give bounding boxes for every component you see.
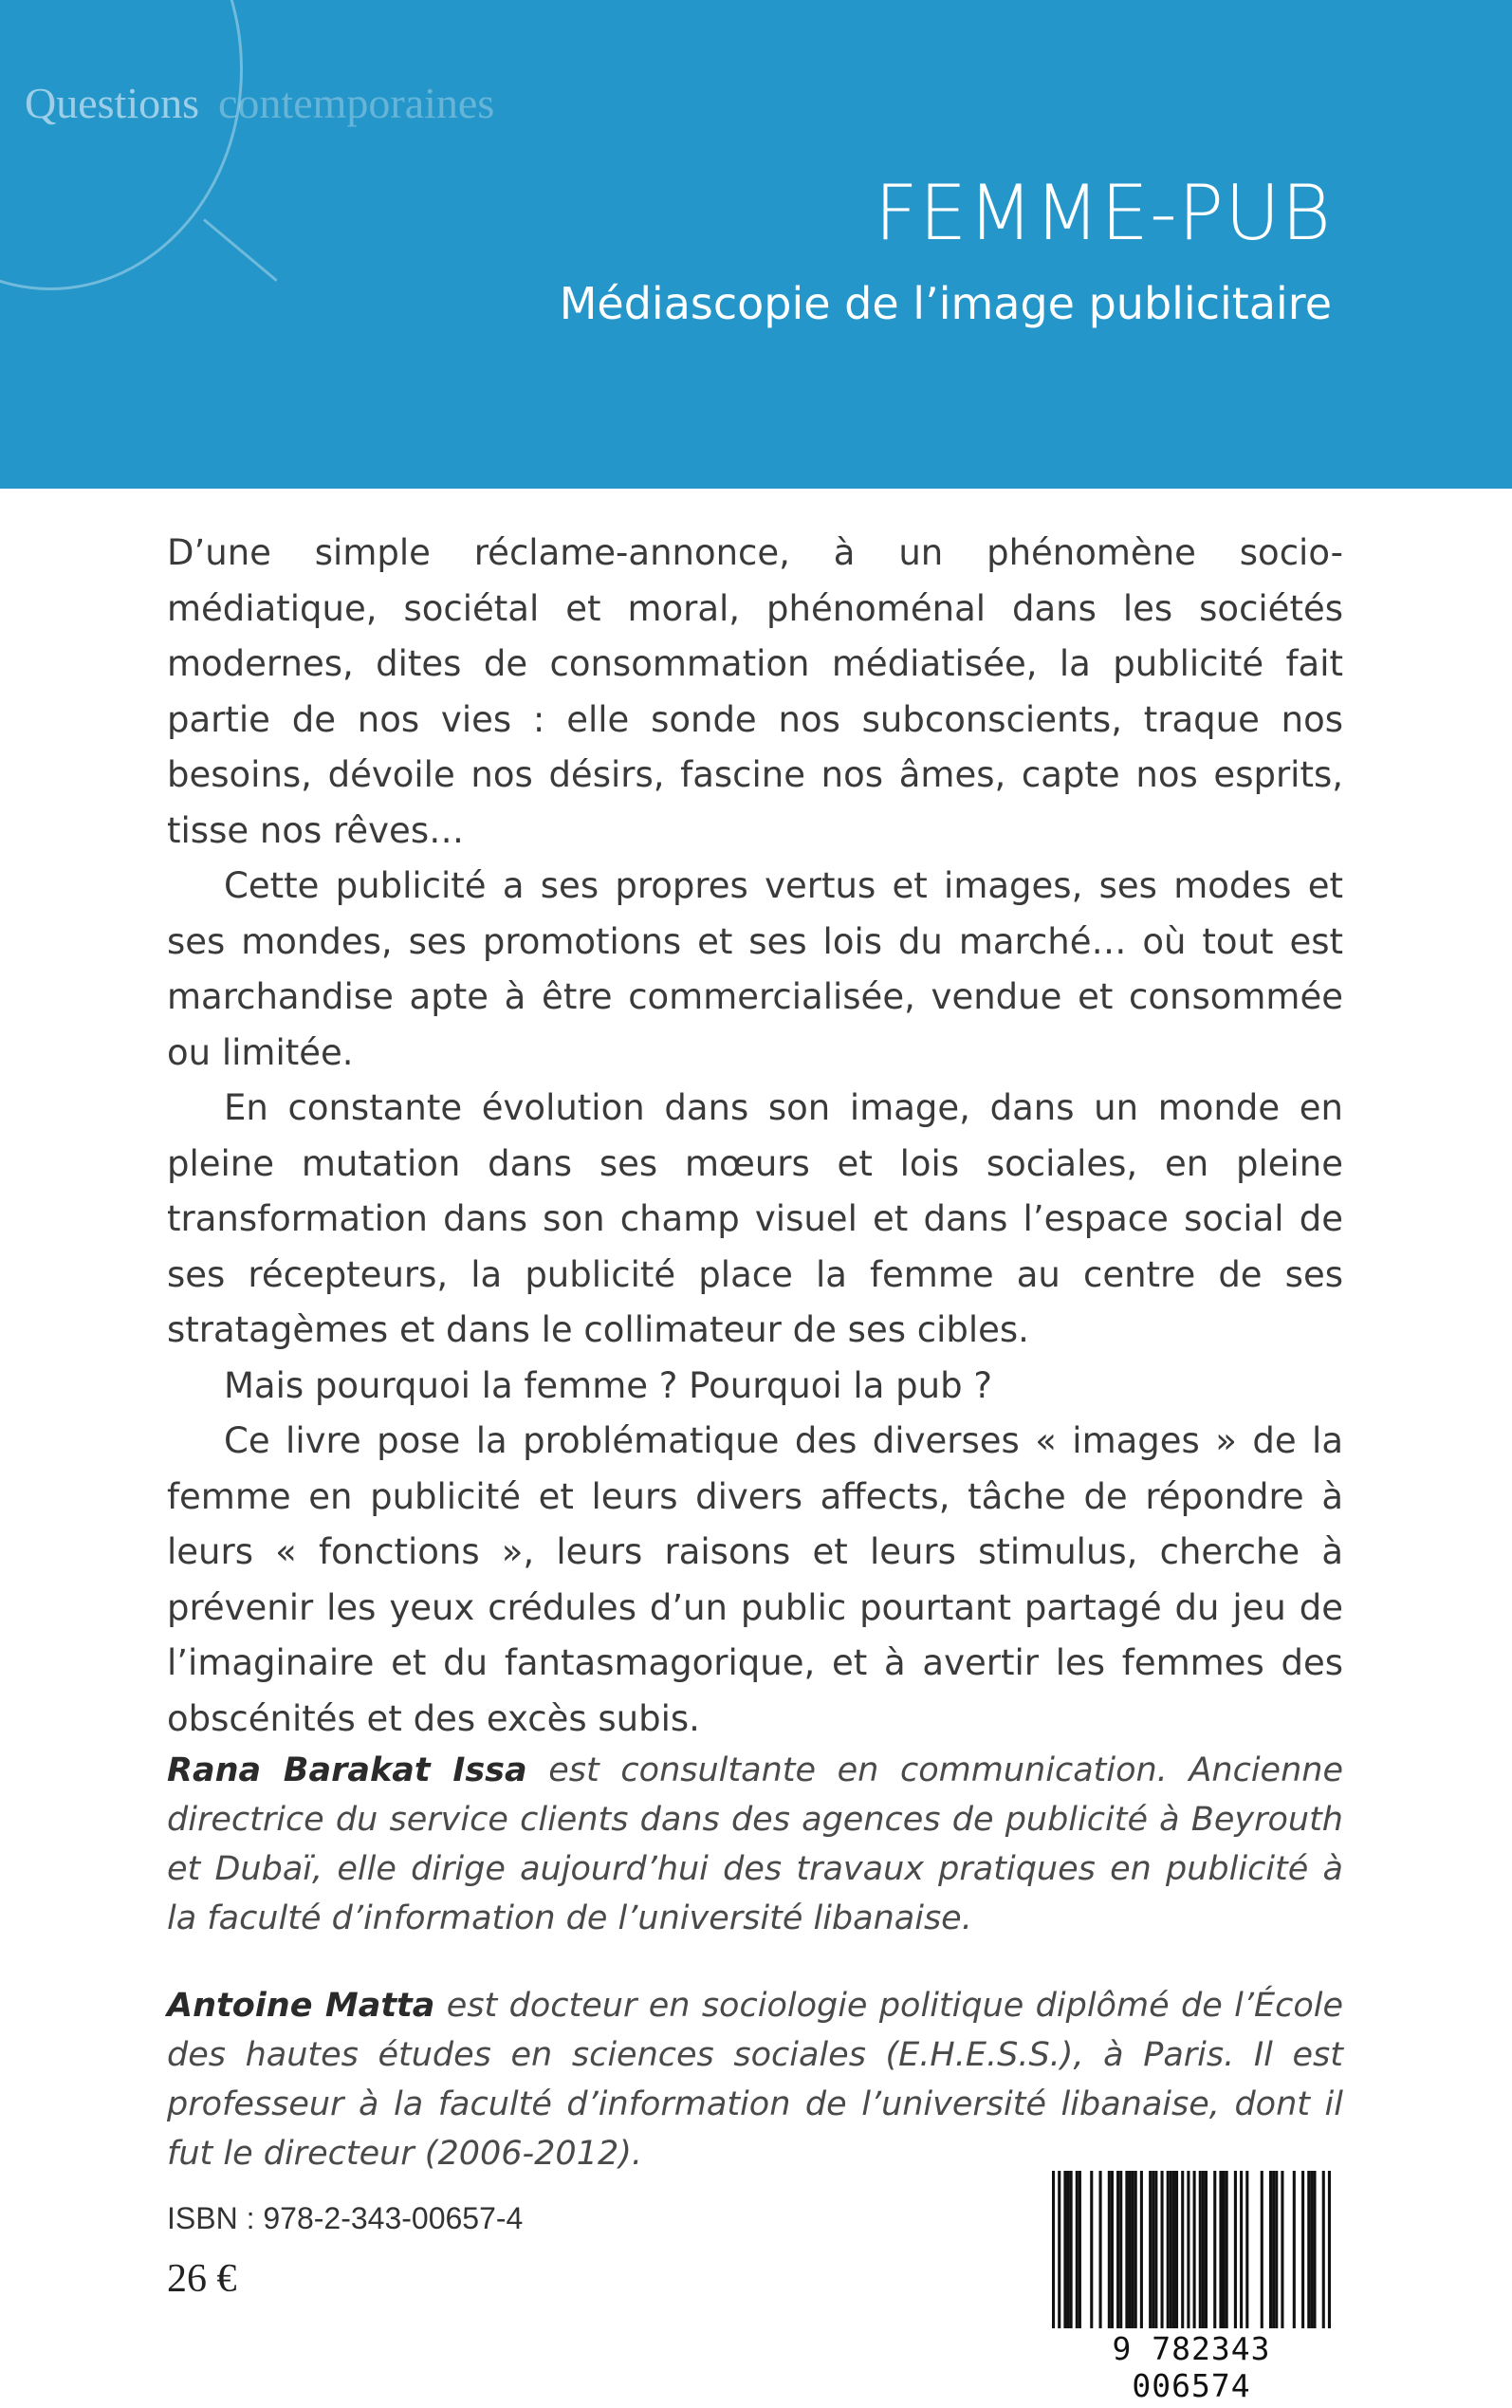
barcode-bar (1066, 2171, 1069, 2328)
barcode-bar (1134, 2171, 1137, 2328)
barcode-digits: 9 782343 006574 (1112, 2330, 1271, 2404)
blurb-paragraph: D’une simple réclame-annonce, à un phénomène socio-médiatique, sociétal et moral, phénoménal dans les sociétés modernes, dites de consommation médiatisée, la publicité fait partie de nos vies : elle sonde nos subconscients, traque nos besoins, dévoile nos désirs, fascine nos âmes, capte nos esprits, tisse nos rêves… (167, 532, 1343, 851)
barcode-bar (1070, 2171, 1073, 2328)
barcode-bar (1310, 2171, 1313, 2328)
barcode-bar (1149, 2171, 1152, 2328)
series-word-2: contemporaines (218, 79, 495, 127)
blurb-paragraph: Cette publicité a ses propres vertus et images, ses modes et ses mondes, ses promotions et ses lois du marché… où tout est marchandise apte à être commercialisée, vendue et consommée ou limitée. (167, 865, 1343, 1073)
barcode-bar (1052, 2171, 1055, 2328)
barcode-bar (1119, 2171, 1122, 2328)
barcode-bar (1281, 2171, 1283, 2328)
barcode-bar (1152, 2171, 1154, 2328)
series-name (25, 78, 494, 128)
barcode-bar (1170, 2171, 1172, 2328)
barcode-bar (1128, 2171, 1131, 2328)
barcode-bar (1187, 2171, 1189, 2328)
barcode-bar (1161, 2171, 1164, 2328)
author-bio (167, 1746, 1343, 1943)
author-bio-text: est consultante en communication. Ancienne directrice du service clients dans des agences de publicité à Beyrouth et Dubaï, elle dirige aujourd’hui des travaux pratiques en publicité à la faculté d’information de l’université libanaise. (167, 1751, 1343, 1937)
barcode-bar (1240, 2171, 1243, 2328)
author-name: Rana Barakat Issa (167, 1751, 527, 1789)
barcode-bar (1099, 2171, 1102, 2328)
blurb-paragraph: En constante évolution dans son image, dans un monde en pleine mutation dans ses mœurs et lois sociales, en pleine transformation dans son champ visuel et dans l’espace social de ses récepteurs, la publicité place la femme au centre de ses stratagèmes et dans le collimateur de ses cibles. (167, 1087, 1343, 1350)
barcode-bar (1219, 2171, 1222, 2328)
barcode-bar (1226, 2171, 1228, 2328)
barcode-bar (1063, 2171, 1066, 2328)
barcode-bar (1079, 2171, 1081, 2328)
back-cover-blurb (167, 526, 1343, 1747)
barcode-bar (1307, 2171, 1310, 2328)
barcode-bar (1125, 2171, 1128, 2328)
book-subtitle: Médiascopie de l’image publicitaire (559, 278, 1332, 329)
barcode-bar (1193, 2171, 1196, 2328)
barcode-bar (1328, 2171, 1331, 2328)
barcode-bar (1205, 2171, 1208, 2328)
author-name: Antoine Matta (167, 1987, 435, 2025)
barcode-bar (1140, 2171, 1143, 2328)
author-bio (167, 1981, 1343, 2178)
barcode-bars (1052, 2171, 1331, 2328)
q-logo-tail (203, 218, 278, 282)
barcode-bar (1111, 2171, 1114, 2328)
series-word-1: Questions (25, 79, 199, 127)
barcode-bar (1116, 2171, 1119, 2328)
barcode-bar (1167, 2171, 1170, 2328)
barcode-bar (1234, 2171, 1237, 2328)
barcode-bar (1222, 2171, 1225, 2328)
barcode-bar (1313, 2171, 1316, 2328)
author-bio-text: est docteur en sociologie politique diplômé de l’École des hautes études en sciences sociales (E.H.E.S.S.), à Paris. Il est professeur à la faculté d’information de l’université libanaise, dont il fut le directeur (2006-2012). (167, 1987, 1343, 2173)
barcode-bar (1199, 2171, 1202, 2328)
barcode-bar (1181, 2171, 1184, 2328)
barcode-bar (1245, 2171, 1248, 2328)
blurb-paragraph: Ce livre pose la problématique des diverses « images » de la femme en publicité et leurs divers affects, tâche de répondre à leurs « fonctions », leurs raisons et leurs stimulus, cherche à prévenir les yeux crédules d’un public pourtant partagé du jeu de l’imaginaire et du fantasmagorique, et à avertir les femmes des obscénités et des excès subis. (167, 1420, 1343, 1739)
barcode-bar (1058, 2171, 1060, 2328)
barcode-bar (1090, 2171, 1093, 2328)
barcode-bar (1108, 2171, 1111, 2328)
q-logo-icon (0, 0, 243, 290)
barcode-bar (1172, 2171, 1175, 2328)
blurb-paragraph: Mais pourquoi la femme ? Pourquoi la pub ? (224, 1364, 992, 1406)
barcode (1044, 2163, 1338, 2404)
barcode-bar (1293, 2171, 1296, 2328)
barcode-bar (1132, 2171, 1134, 2328)
barcode-bar (1261, 2171, 1263, 2328)
isbn: ISBN : 978-2-343-00657-4 (167, 2201, 524, 2235)
barcode-bar (1269, 2171, 1272, 2328)
price: 26 € (167, 2257, 237, 2301)
book-title: FEMME-PUB (874, 169, 1332, 257)
barcode-bar (1272, 2171, 1275, 2328)
barcode-bar (1154, 2171, 1157, 2328)
header-band (0, 0, 1512, 489)
barcode-bar (1213, 2171, 1216, 2328)
barcode-bar (1076, 2171, 1079, 2328)
barcode-bar (1275, 2171, 1278, 2328)
barcode-bar (1301, 2171, 1304, 2328)
barcode-bar (1322, 2171, 1325, 2328)
barcode-bar (1202, 2171, 1205, 2328)
barcode-bar (1175, 2171, 1178, 2328)
